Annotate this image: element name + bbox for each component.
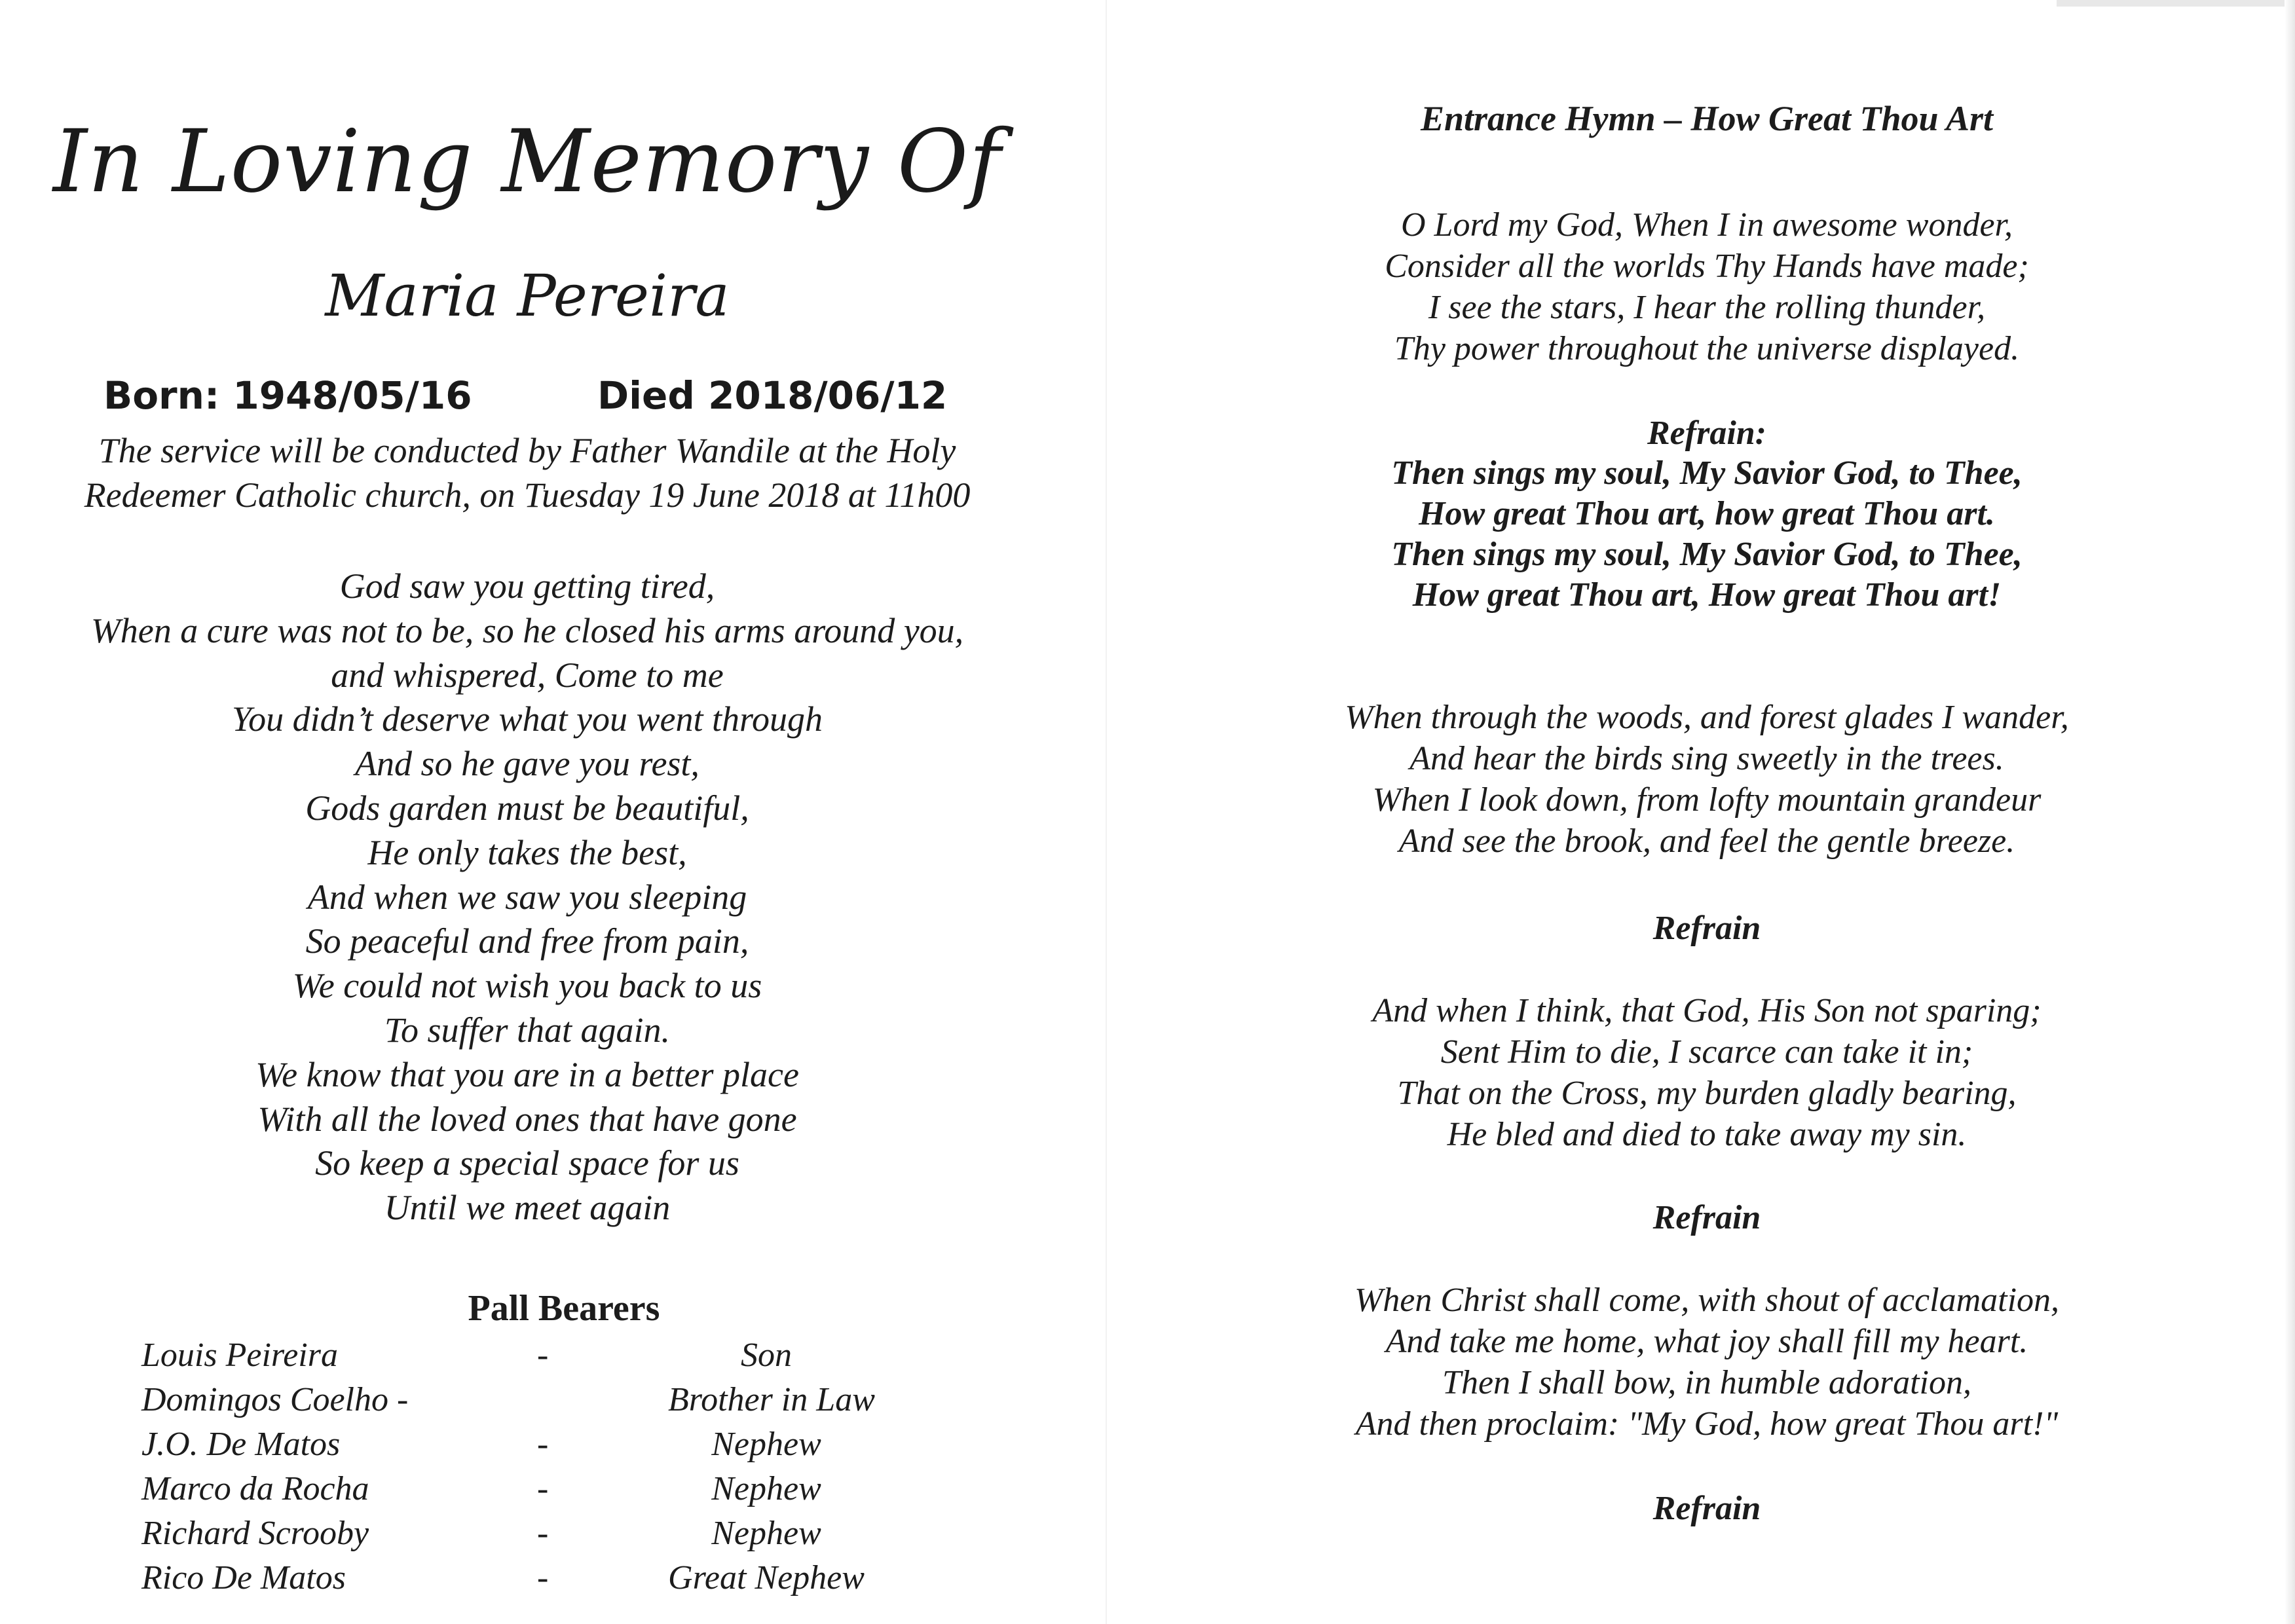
bearer-dash: - — [537, 1559, 549, 1596]
bearer-dash: - — [537, 1515, 549, 1552]
poem-line: With all the loved ones that have gone — [257, 1099, 797, 1139]
bearer-name: Richard Scrooby — [141, 1515, 369, 1552]
bearer-name: Marco da Rocha — [141, 1470, 369, 1507]
poem-line: Gods garden must be beautiful, — [305, 788, 749, 828]
poem-line: We could not wish you back to us — [292, 966, 762, 1006]
verse-line: Consider all the worlds Thy Hands have made; — [1385, 248, 2029, 285]
bearer-dash: - — [537, 1470, 549, 1507]
refrain-line: How great Thou art, how great Thou art. — [1419, 495, 1995, 532]
poem-line: We know that you are in a better place — [255, 1054, 799, 1094]
pall-bearer-row — [0, 1514, 1054, 1559]
poem-line: And so he gave you rest, — [355, 744, 700, 784]
refrain-heading: Refrain: — [1647, 415, 1766, 452]
refrain-line: How great Thou art, How great Thou art! — [1412, 576, 2002, 614]
poem-line: And when we saw you sleeping — [307, 877, 747, 917]
verse-line: When through the woods, and forest glades I wander, — [1345, 699, 2069, 736]
verse-line: And see the brook, and feel the gentle breeze. — [1398, 822, 2015, 860]
bearer-name: Louis Peireira — [141, 1337, 338, 1374]
poem-line: To suffer that again. — [384, 1010, 671, 1050]
memorial-poem — [0, 564, 1054, 1230]
hymn-title: Entrance Hymn – How Great Thou Art — [1420, 99, 1994, 138]
bearer-relation: Brother in Law — [668, 1381, 875, 1418]
verse-line: O Lord my God, When I in awesome wonder, — [1401, 206, 2013, 244]
hymn-verse-4 — [1107, 1280, 2295, 1445]
bearer-relation: Nephew — [711, 1470, 821, 1507]
pall-bearer-row — [0, 1380, 1054, 1425]
verse-line: And take me home, what joy shall fill my heart. — [1385, 1323, 2028, 1360]
scan-edge-top — [2057, 0, 2295, 7]
refrain-marker: Refrain — [1652, 1490, 1761, 1527]
service-line: The service will be conducted by Father Wandile at the Holy — [98, 431, 956, 470]
poem-line: So keep a special space for us — [315, 1143, 739, 1183]
pall-bearer-row — [0, 1336, 1054, 1380]
bearer-dash: - — [537, 1337, 549, 1374]
verse-line: That on the Cross, my burden gladly bearing, — [1397, 1075, 2017, 1112]
hymn-verse-2 — [1107, 697, 2295, 862]
bearer-name: Domingos Coelho - — [141, 1381, 409, 1418]
memorial-heading: In Loving Memory Of — [52, 111, 1002, 212]
verse-line: I see the stars, I hear the rolling thunder, — [1428, 289, 1986, 326]
bearer-relation: Nephew — [711, 1515, 821, 1552]
bearer-name: Rico De Matos — [141, 1559, 346, 1596]
service-details — [0, 428, 1054, 517]
poem-line: and whispered, Come to me — [331, 655, 724, 695]
verse-line: And when I think, that God, His Son not sparing; — [1372, 992, 2042, 1029]
verse-line: Thy power throughout the universe displayed. — [1394, 330, 2020, 367]
poem-line: God saw you getting tired, — [339, 566, 715, 606]
born-date: Born: 1948/05/16 — [103, 373, 472, 418]
pall-bearers-title: Pall Bearers — [468, 1288, 660, 1329]
verse-line: Then I shall bow, in humble adoration, — [1442, 1364, 1971, 1401]
hymn-verse-3 — [1107, 990, 2295, 1155]
verse-line: When Christ shall come, with shout of acclamation, — [1354, 1282, 2060, 1319]
poem-line: So peaceful and free from pain, — [305, 921, 749, 961]
refrain-marker: Refrain — [1652, 910, 1761, 947]
verse-line: Sent Him to die, I scarce can take it in; — [1440, 1033, 1973, 1071]
service-line: Redeemer Catholic church, on Tuesday 19 June 2018 at 11h00 — [84, 475, 971, 515]
refrain-marker: Refrain — [1652, 1199, 1761, 1236]
pall-bearer-row — [0, 1425, 1054, 1469]
poem-line: You didn’t deserve what you went through — [232, 699, 823, 739]
bearer-name: J.O. De Matos — [141, 1426, 341, 1463]
verse-line: And then proclaim: "My God, how great Thou art!" — [1355, 1405, 2059, 1443]
deceased-name: Maria Pereira — [325, 262, 730, 329]
bearer-dash: - — [537, 1426, 549, 1463]
pall-bearer-row — [0, 1559, 1054, 1603]
refrain-text — [1107, 453, 2295, 616]
died-date: Died 2018/06/12 — [597, 373, 948, 418]
poem-line: He only takes the best, — [367, 832, 687, 872]
poem-line: Until we meet again — [384, 1188, 671, 1228]
pall-bearer-row — [0, 1469, 1054, 1514]
hymn-verse-1 — [1107, 204, 2295, 369]
verse-line: He bled and died to take away my sin. — [1447, 1116, 1967, 1153]
refrain-line: Then sings my soul, My Savior God, to Thee, — [1391, 454, 2023, 492]
refrain-line: Then sings my soul, My Savior God, to Thee, — [1391, 536, 2023, 573]
verse-line: When I look down, from lofty mountain grandeur — [1372, 781, 2042, 819]
bearer-relation: Son — [741, 1337, 792, 1374]
verse-line: And hear the birds sing sweetly in the trees. — [1409, 740, 2004, 777]
poem-line: When a cure was not to be, so he closed his arms around you, — [90, 610, 964, 650]
bearer-relation: Nephew — [711, 1426, 821, 1463]
bearer-relation: Great Nephew — [668, 1559, 865, 1596]
